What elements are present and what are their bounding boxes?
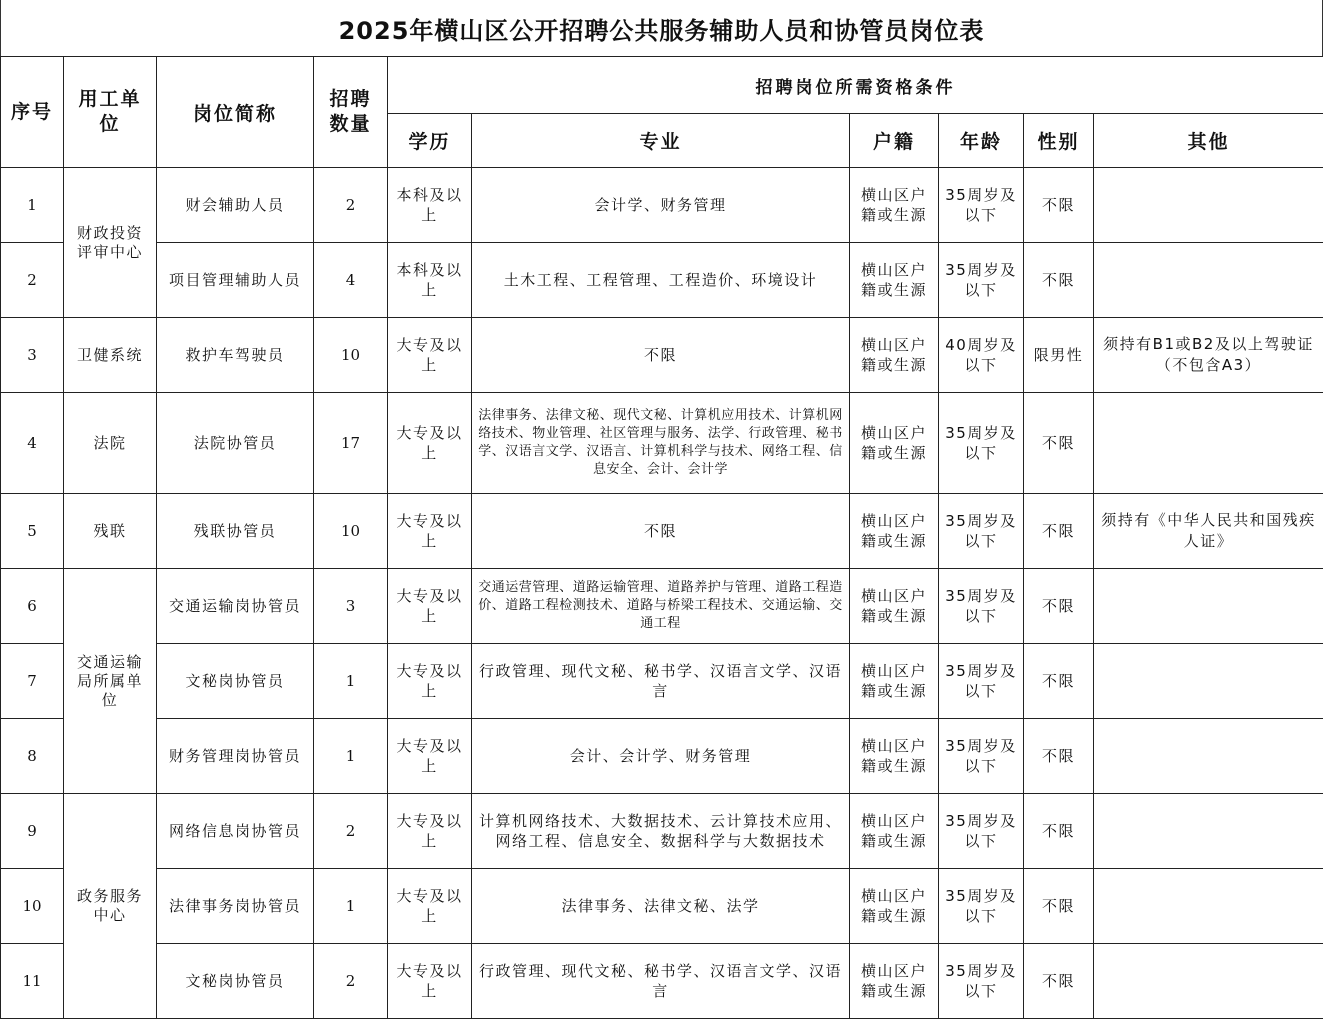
position-cell: 财务管理岗协管员: [157, 719, 314, 794]
age-cell: 35周岁及以下: [939, 494, 1024, 569]
hukou-cell: 横山区户籍或生源: [850, 644, 939, 719]
unit-cell-court: 法院: [64, 393, 157, 494]
seq-cell: 11: [1, 944, 64, 1019]
other-cell: [1094, 168, 1323, 243]
header-requirements: 招聘岗位所需资格条件: [388, 57, 1323, 114]
unit-cell-transport: 交通运输局所属单位: [64, 569, 157, 794]
gender-cell: 不限: [1024, 869, 1094, 944]
seq-cell: 7: [1, 644, 64, 719]
position-cell: 法律事务岗协管员: [157, 869, 314, 944]
table-row: [1, 869, 1323, 944]
hukou-cell: 横山区户籍或生源: [850, 719, 939, 794]
other-cell: 须持有B1或B2及以上驾驶证（不包含A3）: [1094, 318, 1323, 393]
table-row: [1, 318, 1323, 393]
seq-cell: 8: [1, 719, 64, 794]
age-cell: 35周岁及以下: [939, 644, 1024, 719]
major-cell: 不限: [472, 318, 850, 393]
seq-cell: 4: [1, 393, 64, 494]
table-row: [1, 719, 1323, 794]
unit-cell-gov-service: 政务服务中心: [64, 794, 157, 1019]
gender-cell: 不限: [1024, 393, 1094, 494]
hukou-cell: 横山区户籍或生源: [850, 494, 939, 569]
major-cell: 法律事务、法律文秘、法学: [472, 869, 850, 944]
header-gender: 性别: [1024, 114, 1094, 168]
education-cell: 大专及以上: [388, 644, 472, 719]
table-row: [1, 944, 1323, 1019]
hukou-cell: 横山区户籍或生源: [850, 393, 939, 494]
hukou-cell: 横山区户籍或生源: [850, 243, 939, 318]
major-cell: 不限: [472, 494, 850, 569]
education-cell: 大专及以上: [388, 318, 472, 393]
other-cell: [1094, 393, 1323, 494]
header-age: 年龄: [939, 114, 1024, 168]
hukou-cell: 横山区户籍或生源: [850, 318, 939, 393]
quota-cell: 1: [314, 719, 388, 794]
age-cell: 35周岁及以下: [939, 569, 1024, 644]
unit-cell-health: 卫健系统: [64, 318, 157, 393]
other-cell: [1094, 243, 1323, 318]
positions-table: [0, 56, 1323, 1019]
quota-cell: 2: [314, 168, 388, 243]
hukou-cell: 横山区户籍或生源: [850, 794, 939, 869]
education-cell: 本科及以上: [388, 168, 472, 243]
header-seq: 序号: [1, 57, 64, 168]
age-cell: 35周岁及以下: [939, 944, 1024, 1019]
quota-cell: 2: [314, 794, 388, 869]
other-cell: [1094, 794, 1323, 869]
hukou-cell: 横山区户籍或生源: [850, 944, 939, 1019]
major-cell: 行政管理、现代文秘、秘书学、汉语言文学、汉语言: [472, 644, 850, 719]
table-row: [1, 644, 1323, 719]
unit-cell-finance: 财政投资评审中心: [64, 168, 157, 318]
document-title: 2025年横山区公开招聘公共服务辅助人员和协管员岗位表: [0, 0, 1323, 56]
header-other: 其他: [1094, 114, 1323, 168]
major-cell: 土木工程、工程管理、工程造价、环境设计: [472, 243, 850, 318]
header-hukou: 户籍: [850, 114, 939, 168]
age-cell: 35周岁及以下: [939, 719, 1024, 794]
age-cell: 35周岁及以下: [939, 869, 1024, 944]
seq-cell: 6: [1, 569, 64, 644]
table-row: [1, 168, 1323, 243]
table-row: [1, 569, 1323, 644]
education-cell: 大专及以上: [388, 944, 472, 1019]
position-cell: 交通运输岗协管员: [157, 569, 314, 644]
position-cell: 项目管理辅助人员: [157, 243, 314, 318]
age-cell: 40周岁及以下: [939, 318, 1024, 393]
table-row: [1, 494, 1323, 569]
table-row: [1, 393, 1323, 494]
gender-cell: 不限: [1024, 794, 1094, 869]
quota-cell: 10: [314, 494, 388, 569]
header-major: 专业: [472, 114, 850, 168]
major-cell: 行政管理、现代文秘、秘书学、汉语言文学、汉语言: [472, 944, 850, 1019]
table-row: [1, 794, 1323, 869]
position-cell: 文秘岗协管员: [157, 944, 314, 1019]
other-cell: [1094, 944, 1323, 1019]
major-cell: 法律事务、法律文秘、现代文秘、计算机应用技术、计算机网络技术、物业管理、社区管理与服务、法学、行政管理、秘书学、汉语言文学、汉语言、计算机科学与技术、网络工程、信息安全、会计、会计学: [472, 393, 850, 494]
age-cell: 35周岁及以下: [939, 393, 1024, 494]
education-cell: 大专及以上: [388, 719, 472, 794]
other-cell: [1094, 569, 1323, 644]
quota-cell: 4: [314, 243, 388, 318]
seq-cell: 9: [1, 794, 64, 869]
major-cell: 计算机网络技术、大数据技术、云计算技术应用、网络工程、信息安全、数据科学与大数据技术: [472, 794, 850, 869]
quota-cell: 17: [314, 393, 388, 494]
gender-cell: 不限: [1024, 243, 1094, 318]
table-row: [1, 243, 1323, 318]
hukou-cell: 横山区户籍或生源: [850, 569, 939, 644]
seq-cell: 3: [1, 318, 64, 393]
quota-cell: 1: [314, 644, 388, 719]
major-cell: 会计学、财务管理: [472, 168, 850, 243]
quota-cell: 3: [314, 569, 388, 644]
seq-cell: 1: [1, 168, 64, 243]
education-cell: 大专及以上: [388, 569, 472, 644]
education-cell: 大专及以上: [388, 869, 472, 944]
other-cell: 须持有《中华人民共和国残疾人证》: [1094, 494, 1323, 569]
gender-cell: 不限: [1024, 719, 1094, 794]
gender-cell: 不限: [1024, 168, 1094, 243]
header-position: 岗位简称: [157, 57, 314, 168]
quota-cell: 2: [314, 944, 388, 1019]
major-cell: 会计、会计学、财务管理: [472, 719, 850, 794]
hukou-cell: 横山区户籍或生源: [850, 168, 939, 243]
seq-cell: 5: [1, 494, 64, 569]
quota-cell: 1: [314, 869, 388, 944]
age-cell: 35周岁及以下: [939, 243, 1024, 318]
position-cell: 救护车驾驶员: [157, 318, 314, 393]
major-cell: 交通运营管理、道路运输管理、道路养护与管理、道路工程造价、道路工程检测技术、道路与桥梁工程技术、交通运输、交通工程: [472, 569, 850, 644]
hukou-cell: 横山区户籍或生源: [850, 869, 939, 944]
position-cell: 财会辅助人员: [157, 168, 314, 243]
position-cell: 法院协管员: [157, 393, 314, 494]
position-cell: 文秘岗协管员: [157, 644, 314, 719]
education-cell: 大专及以上: [388, 494, 472, 569]
age-cell: 35周岁及以下: [939, 168, 1024, 243]
seq-cell: 2: [1, 243, 64, 318]
education-cell: 本科及以上: [388, 243, 472, 318]
gender-cell: 限男性: [1024, 318, 1094, 393]
position-cell: 网络信息岗协管员: [157, 794, 314, 869]
header-education: 学历: [388, 114, 472, 168]
gender-cell: 不限: [1024, 569, 1094, 644]
header-unit: 用工单位: [64, 57, 157, 168]
education-cell: 大专及以上: [388, 393, 472, 494]
gender-cell: 不限: [1024, 644, 1094, 719]
quota-cell: 10: [314, 318, 388, 393]
gender-cell: 不限: [1024, 944, 1094, 1019]
header-quota: 招聘数量: [314, 57, 388, 168]
header-row-top: [1, 57, 1323, 114]
other-cell: [1094, 719, 1323, 794]
other-cell: [1094, 869, 1323, 944]
other-cell: [1094, 644, 1323, 719]
gender-cell: 不限: [1024, 494, 1094, 569]
unit-cell-disability: 残联: [64, 494, 157, 569]
seq-cell: 10: [1, 869, 64, 944]
education-cell: 大专及以上: [388, 794, 472, 869]
position-cell: 残联协管员: [157, 494, 314, 569]
age-cell: 35周岁及以下: [939, 794, 1024, 869]
